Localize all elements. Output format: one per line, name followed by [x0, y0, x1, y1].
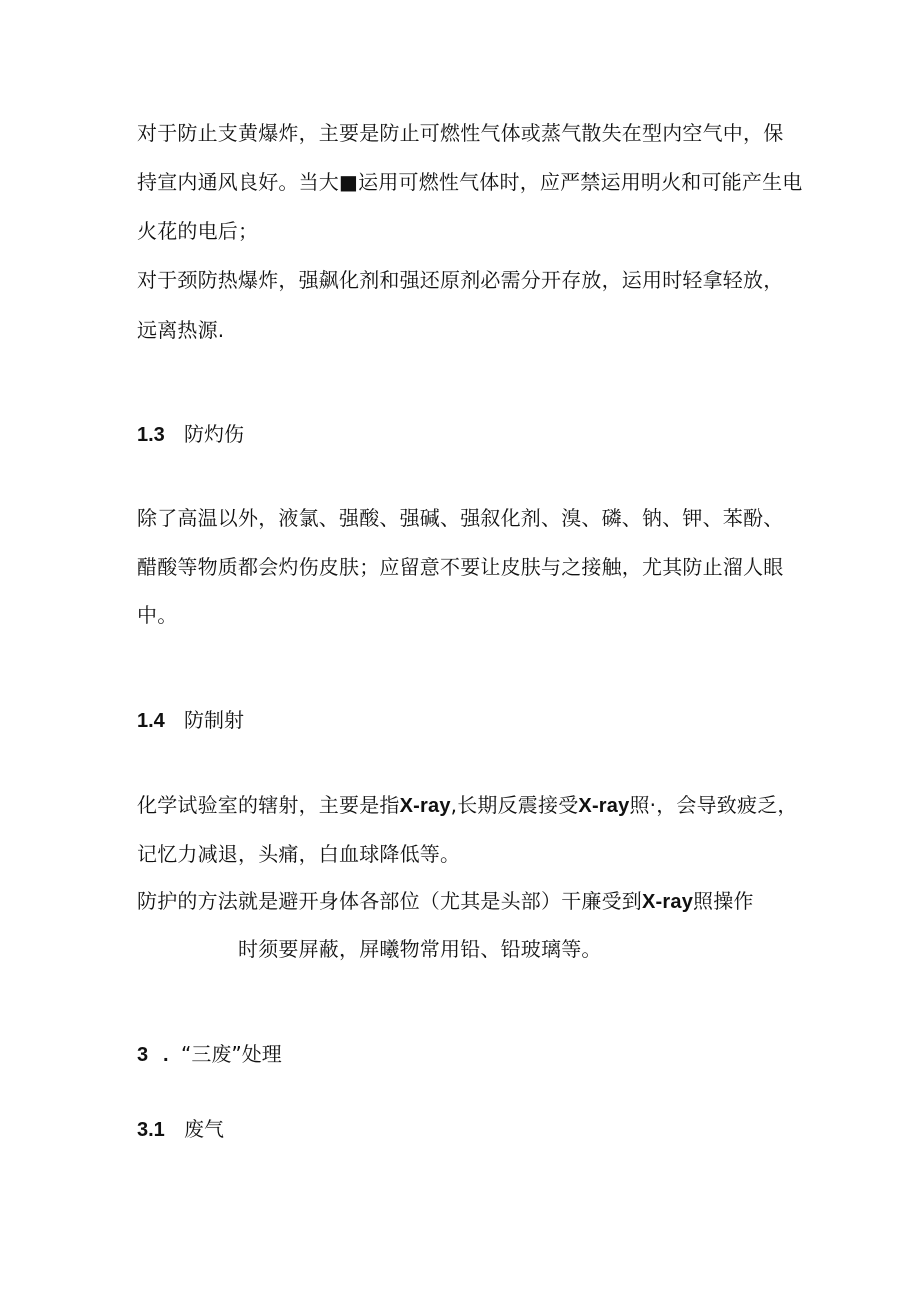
section-title: “三废”处理 [181, 1042, 282, 1066]
text-run: 照操作 [693, 889, 754, 913]
section-heading-1-3 [137, 422, 244, 447]
section-heading-3-1 [137, 1117, 224, 1142]
text-run: ,长期反震接受 [450, 793, 579, 817]
paragraph-line: 远离热源. [137, 318, 225, 342]
paragraph-line [137, 889, 754, 914]
section-dot: . [163, 1044, 169, 1066]
section-number: 3.1 [137, 1119, 165, 1141]
paragraph-line: 火花的电后； [137, 219, 259, 243]
paragraph-line: 对于防止支黄爆炸，主要是防止可燃性气体或蒸气散失在型内空气中，保 [137, 121, 784, 145]
paragraph-line: 醋酸等物质都会灼伤皮肤；应留意不要让皮肤与之接触，尤其防止溜人眼 [137, 555, 784, 579]
paragraph-line: 记忆力减退，头痛，白血球降低等。 [137, 842, 461, 866]
text-run: 防护的方法就是避开身体各部位（尤其是头部）干廉受到 [137, 889, 642, 913]
text-run: 照·，会导致疲乏， [629, 793, 798, 817]
section-number: 3 [137, 1044, 149, 1066]
text-run: 化学试验室的辖射，主要是指 [137, 793, 400, 817]
paragraph-line: 中。 [137, 603, 178, 627]
text-run-bold: X-ray [578, 795, 630, 817]
section-number: 1.4 [137, 710, 165, 732]
text-run-bold: X-ray [399, 795, 451, 817]
section-title: 防灼伤 [184, 422, 244, 446]
paragraph-line: 时须要屏蔽，屏曦物常用铅、铅玻璃等。 [238, 937, 602, 961]
paragraph-line [137, 793, 798, 818]
text-run-bold: X-ray [642, 891, 694, 913]
section-heading-3 [137, 1042, 282, 1067]
paragraph-line: 除了高温以外，液氯、强酸、强碱、强叙化剂、溴、磷、钠、钾、苯酚、 [137, 506, 784, 530]
section-number: 1.3 [137, 424, 165, 446]
paragraph-line: 对于颈防热爆炸，强飙化剂和强还原剂必需分开存放，运用时轻拿轻放， [137, 268, 784, 292]
section-heading-1-4 [137, 708, 244, 733]
section-title: 防制射 [184, 708, 244, 732]
section-title: 废气 [184, 1117, 224, 1141]
paragraph-line: 持宣内通风良好。当大■运用可燃性气体时，应严禁运用明火和可能产生电 [137, 170, 803, 194]
